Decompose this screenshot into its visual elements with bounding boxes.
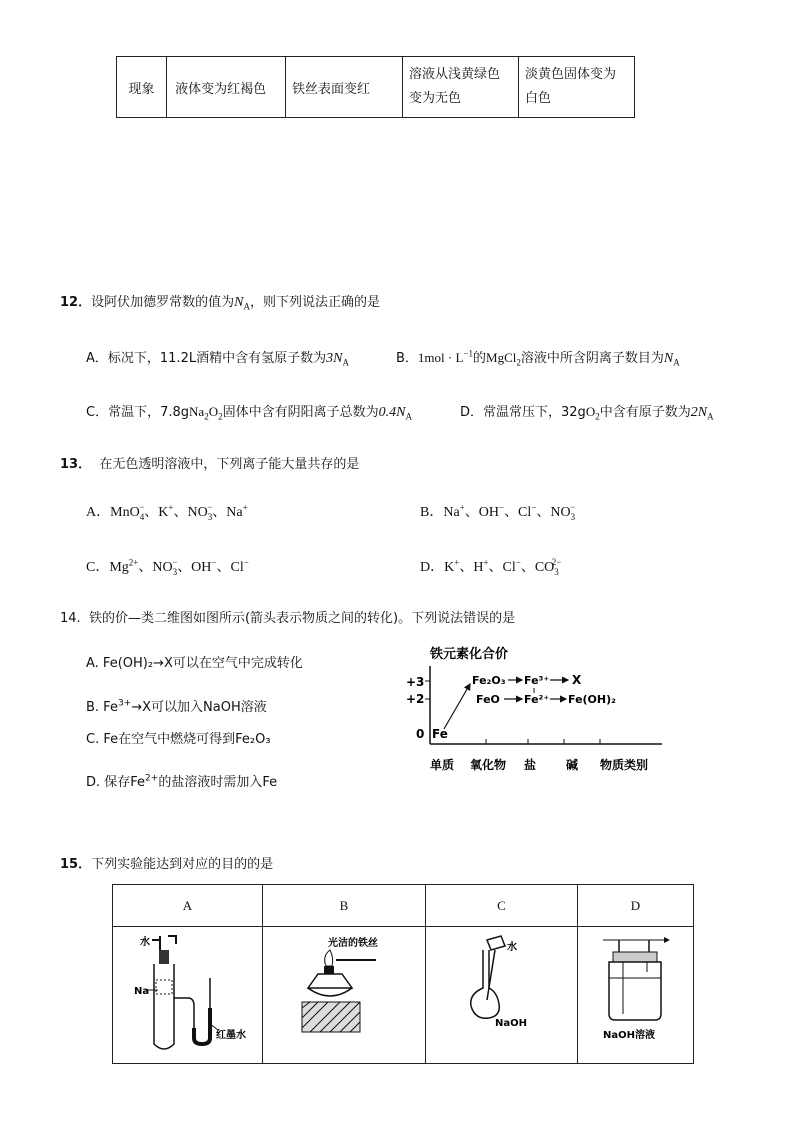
- q14-stem: 14. 铁的价—类二维图如图所示(箭头表示物质之间的转化)。下列说法错误的是: [60, 611, 516, 626]
- lamp-body: [308, 988, 352, 996]
- phenomenon-table: [116, 56, 635, 118]
- q12-option-d: D．常温常压下，$32gO_2$中含有原子数为$2N_A$: [460, 404, 714, 422]
- header-c: C: [426, 885, 578, 927]
- svg-text:NaOH: NaOH: [495, 1018, 527, 1029]
- sodium-water-apparatus: [114, 928, 261, 1058]
- table-header-cell: 现象: [117, 57, 167, 118]
- q12-option-a: A．标况下，11.2L酒精中含有氢原子数为$3N_A$: [86, 351, 349, 368]
- x-label-element: 单质: [430, 758, 455, 772]
- flask: [471, 950, 500, 1018]
- bottle-stopper: [613, 952, 657, 962]
- base-block: [302, 1002, 360, 1032]
- svg-text:水: 水: [140, 937, 150, 948]
- arrow-fe-to-oxide: [444, 684, 470, 729]
- volumetric-flask-apparatus: [427, 928, 576, 1058]
- svg-text:水: 水: [507, 942, 517, 953]
- species-fe: Fe: [432, 727, 448, 741]
- table-cell-3: 溶液从浅黄绿色 变为无色: [402, 57, 518, 118]
- diagram-title: 铁元素化合价: [430, 647, 509, 662]
- species-fe2: Fe²⁺: [524, 693, 550, 706]
- species-x: X: [572, 673, 582, 687]
- species-feo: FeO: [476, 693, 500, 706]
- q13-stem: 13． 在无色透明溶液中，下列离子能大量共存的是: [60, 457, 360, 472]
- x-label-base: 碱: [566, 758, 579, 772]
- x-label-salt: 盐: [524, 758, 537, 772]
- gas-washing-bottle: [579, 928, 692, 1058]
- iron-wire-flame-apparatus: [264, 928, 424, 1058]
- cell-apparatus-b: [263, 927, 426, 1064]
- q12-stem: 12．设阿伏加德罗常数的值为$N_A$，则下列说法正确的是: [60, 295, 380, 312]
- y-tick-plus2: +2: [406, 692, 425, 706]
- q14-option-a: A. Fe(OH)₂→X可以在空气中完成转化: [86, 656, 303, 671]
- q13-option-d: D．K+、H+、Cl−、$CO_3^{2-}$: [420, 557, 562, 577]
- y-tick-plus3: +3: [406, 675, 425, 689]
- q13-option-b: B．Na+、OH−、Cl−、$NO_3^-$: [420, 502, 576, 522]
- cell-apparatus-a: [113, 927, 263, 1064]
- q15-stem: 15．下列实验能达到对应的目的的是: [60, 857, 274, 872]
- iron-valence-diagram: [400, 644, 670, 776]
- cell-apparatus-c: [426, 927, 578, 1064]
- q12-option-b: B．$1mol \cdot L^{-1}$的MgCl$_2$溶液中所含阴离子数目为$N_A$: [396, 348, 680, 368]
- beaker: [487, 936, 505, 950]
- species-feoh2: Fe(OH)₂: [568, 693, 616, 706]
- q14-option-b: B. $Fe^{3+}\to X$可以加入NaOH溶液: [86, 698, 267, 715]
- test-tube: [154, 964, 174, 1049]
- table-cell-1: 液体变为红褐色: [167, 57, 286, 118]
- svg-text:NaOH溶液: NaOH溶液: [603, 1030, 655, 1041]
- red-ink-column: [194, 1008, 210, 1044]
- table-cell-2: 铁丝表面变红: [286, 57, 403, 118]
- flame: [325, 950, 333, 966]
- species-fe3: Fe³⁺: [524, 674, 550, 687]
- q14-option-c: C. Fe在空气中燃烧可得到Fe₂O₃: [86, 732, 271, 747]
- species-fe2o3: Fe₂O₃: [472, 674, 506, 687]
- x-label-oxide: 氧化物: [470, 758, 507, 772]
- cell-apparatus-d: [578, 927, 694, 1064]
- table-cell-4: 淡黄色固体变为 白色: [518, 57, 634, 118]
- experiment-table: [112, 884, 694, 1064]
- header-d: D: [578, 885, 694, 927]
- bottle-tubes: [619, 940, 649, 952]
- y-tick-zero: 0: [416, 727, 425, 741]
- svg-text:红墨水: 红墨水: [216, 1030, 246, 1041]
- q13-option-a: A．MnO$_4$−、K+、$NO_3^-$、Na+: [86, 502, 248, 522]
- stopper: [159, 950, 169, 964]
- x-label-category: 物质类别: [600, 758, 649, 772]
- q14-option-d: D. 保存$Fe^{2+}$的盐溶液时需加入Fe: [86, 773, 278, 790]
- svg-text:光洁的铁丝: 光洁的铁丝: [328, 938, 378, 949]
- tube-liquid-line: [156, 980, 172, 994]
- header-a: A: [113, 885, 263, 927]
- burner-wick: [324, 966, 334, 974]
- q13-option-c: C．$Mg^{2+}$、$NO_3^-$、OH−、Cl−: [86, 557, 249, 577]
- dropper-top: [152, 936, 176, 950]
- header-b: B: [263, 885, 426, 927]
- svg-text:Na: Na: [134, 986, 150, 997]
- lamp-top: [308, 974, 352, 988]
- bottle-body: [609, 962, 661, 1020]
- q12-option-c: C．常温下，$7.8gNa_2O_2$固体中含有阴阳离子总数为$0.4N_A$: [86, 404, 412, 422]
